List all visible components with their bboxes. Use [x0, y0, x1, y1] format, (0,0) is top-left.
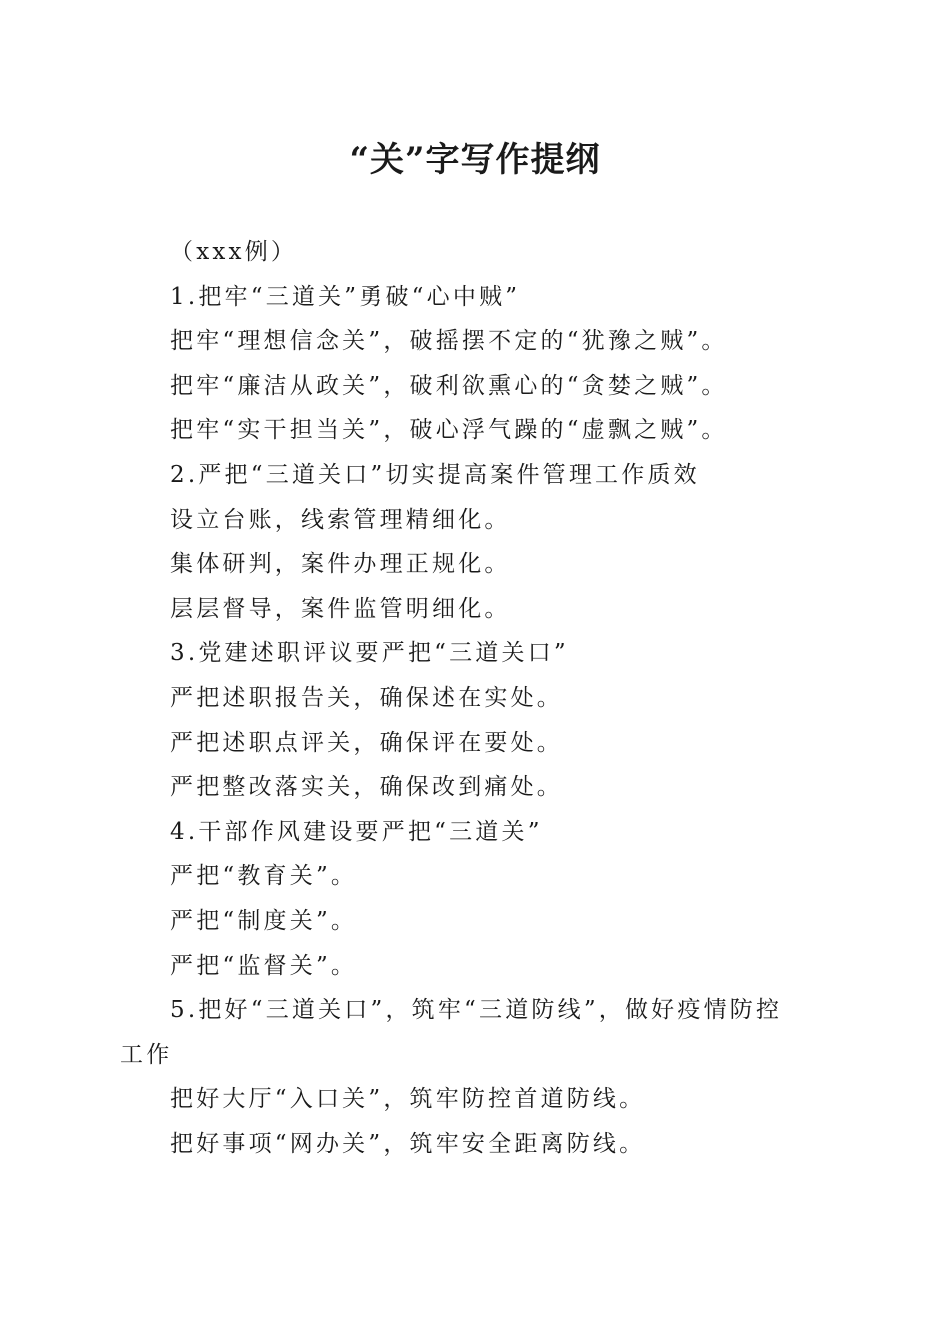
section-heading-5-continuation: 工作 [120, 1041, 173, 1068]
paragraph-line: 严把整改落实关，确保改到痛处。 [170, 774, 563, 801]
paragraph-line: 设立台账，线索管理精细化。 [170, 506, 511, 533]
paragraph-line: 严把“制度关”。 [170, 907, 358, 934]
paragraph-line: 严把述职点评关，确保评在要处。 [170, 729, 563, 756]
paragraph-line: 把好大厅“入口关”，筑牢防控首道防线。 [170, 1086, 646, 1113]
paragraph-line: 集体研判，案件办理正规化。 [170, 551, 511, 578]
example-note: （xxx例） [170, 239, 298, 265]
section-heading-5: 5.把好“三道关口”，筑牢“三道防线”，做好疫情防控 [170, 997, 783, 1024]
paragraph-line: 把牢“理想信念关”，破摇摆不定的“犹豫之贼”。 [170, 328, 728, 355]
paragraph-line: 把牢“廉洁从政关”，破利欲熏心的“贪婪之贼”。 [170, 372, 728, 399]
section-heading-3: 3.党建述职评议要严把“三道关口” [170, 640, 569, 667]
paragraph-line: 把好事项“网办关”，筑牢安全距离防线。 [170, 1130, 646, 1157]
section-heading-1: 1.把牢“三道关”勇破“心中贼” [170, 283, 521, 310]
paragraph-line: 把牢“实干担当关”，破心浮气躁的“虚飘之贼”。 [170, 417, 728, 444]
document-body [120, 230, 840, 1166]
paragraph-line: 严把“监督关”。 [170, 952, 358, 979]
paragraph-line: 严把“教育关”。 [170, 863, 358, 890]
paragraph-line: 层层督导，案件监管明细化。 [170, 595, 511, 622]
section-heading-2: 2.严把“三道关口”切实提高案件管理工作质效 [170, 461, 700, 488]
document-title: “关”字写作提纲 [349, 140, 601, 180]
section-heading-4: 4.干部作风建设要严把“三道关” [170, 818, 543, 845]
paragraph-line: 严把述职报告关，确保述在实处。 [170, 684, 563, 711]
